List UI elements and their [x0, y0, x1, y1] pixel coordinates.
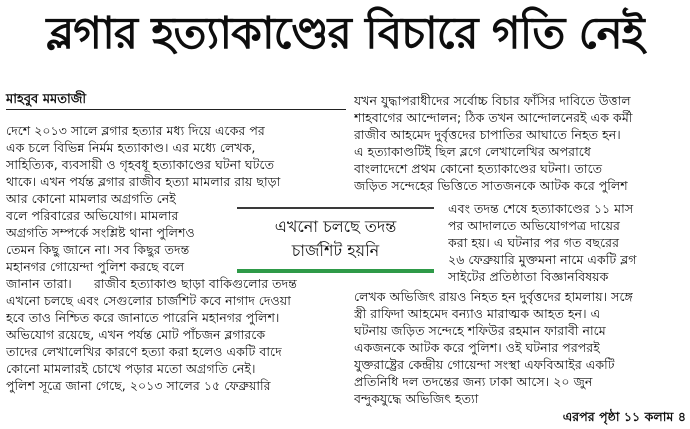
byline-rule: [6, 109, 346, 110]
body-line: মহানগর গোয়েন্দা পুলিশ করছে বলে: [6, 259, 185, 274]
body-line: যুক্তরাষ্ট্রের কেন্দ্রীয় গোয়েন্দা সংস্থা এফবিআইর একটি: [354, 357, 615, 372]
pull-quote-line: এখনো চলছে তদন্ত: [274, 217, 397, 236]
body-line: এক চলে বিভিন্ন নির্মম হত্যাকাণ্ড। এর মধ্যে লেখক,: [6, 140, 256, 155]
right-wrap-block: [448, 200, 686, 285]
body-line: দেশে ২০১৩ সালে ব্লগার হত্যার মধ্য দিয়ে একের পর: [6, 123, 265, 138]
right-tail-block: [354, 288, 686, 407]
body-line: রাজীব আহমেদ দুর্বৃত্তদের চাপাতির আঘাতে নিহত হন।: [354, 127, 621, 142]
body-line: থাকে। এখন পর্যন্ত ব্লগার রাজীব হত্যা মামলার রায় ছাড়া: [6, 174, 281, 189]
body-line: পর আদালতে অভিযোগপত্র দায়ের: [448, 218, 620, 233]
body-line: বলে পরিবারের অভিযোগ। মামলার: [6, 208, 179, 223]
body-line: ঘটনায় জড়িত সন্দেহে শফিউর রহমান ফারাবী নামে: [354, 323, 606, 338]
body-line: বন্দুকযুদ্ধে অভিজিৎ হত্যা: [354, 391, 479, 406]
body-line: যখন যুদ্ধাপরাধীদের সর্বোচ্চ বিচার ফাঁসির দাবিতে উত্তাল: [354, 93, 631, 108]
body-line: অভিযোগ রয়েছে, এখন পর্যন্ত মোট পাঁচজন ব্লগারকে: [6, 327, 266, 342]
body-line: ২৬ ফেব্রুয়ারি মুক্তমনা নামে একটি ব্লগ: [448, 252, 637, 267]
pull-quote-line: চার্জশিট হয়নি: [291, 241, 380, 260]
left-column: [6, 122, 346, 190]
body-line: শাহবাগের আন্দোলন; ঠিক তখন আন্দোলনেরই এক কর্মী: [354, 110, 633, 125]
body-line: প্রতিনিধি দল তদন্তের জন্য ঢাকা আসে। ২০ জুন: [354, 374, 593, 389]
body-line: হবে তাও নিশ্চিত করে জানাতে পারেনি মহানগর পুলিশ।: [6, 310, 280, 325]
body-line: সাহিত্যিক, ব্যবসায়ী ও গৃহবধূ হত্যাকাণ্ডের ঘটনা ঘটতে: [6, 157, 275, 172]
pull-quote-box: [237, 207, 434, 273]
body-line: স্ত্রী রাফিদা আহমেদ বন্যাও মারাত্মক আহত হন। এ: [354, 306, 601, 321]
body-line: অগ্রগতি সম্পর্কে সংশ্লিষ্ট থানা পুলিশও: [6, 225, 195, 240]
right-column: [354, 92, 686, 194]
left-tail-first: [94, 275, 346, 292]
body-line: জানান তারা।: [6, 276, 72, 291]
body-line: পুলিশ সূত্রে জানা গেছে, ২০১৩ সালের ১৫ ফেব্রুয়ারি: [6, 378, 271, 393]
body-line: বাংলাদেশে প্রথম কোনো হত্যাকাণ্ডের ঘটনা। তাতে: [354, 161, 603, 176]
body-line: লেখক অভিজিৎ রায়ও নিহত হন দুর্বৃত্তদের হামলায়। সঙ্গে: [354, 289, 633, 304]
body-line: একজনকে আটক করে পুলিশ। ওই ঘটনার পরপরই: [354, 340, 600, 355]
body-line: কোনো মামলারই চোখে পড়ার মতো অগ্রগতি নেই।: [6, 361, 256, 376]
body-line: আর কোনো মামলার অগ্রগতি নেই: [6, 191, 176, 206]
body-line: তেমন কিছু জানে না। সব কিছুর তদন্ত: [6, 242, 190, 257]
headline: ব্লগার হত্যাকাণ্ডের বিচারে গতি নেই: [46, 8, 644, 59]
byline: মাহবুব মমতাজী: [6, 92, 87, 107]
body-line: এ হত্যাকাণ্ডটিই ছিল ব্লগে লেখালেখির অপরাধে: [354, 144, 591, 159]
body-line: এবং তদন্ত শেষে হত্যাকাণ্ডের ১১ মাস: [448, 201, 634, 216]
continuation-note: এরপর পৃষ্ঠা ১১ কলাম ৪: [562, 409, 686, 424]
body-line: তাদের লেখালেখির কারণে হত্যা করা হলেও একটি বাদে: [6, 344, 282, 359]
body-line: সাইটের প্রতিষ্ঠাতা বিজ্ঞানবিষয়ক: [448, 269, 609, 284]
body-line: রাজীব হত্যাকাণ্ড ছাড়া বাকিগুলোর তদন্ত: [94, 276, 297, 291]
body-line: জড়িত সন্দেহের ভিত্তিতে সাতজনকে আটক করে পুলিশ: [354, 178, 628, 193]
body-line: করা হয়। এ ঘটনার পর গত বছরের: [448, 235, 620, 250]
body-line: এখনো চলছে এবং সেগুলোর চার্জশিট কবে নাগাদ দেওয়া: [6, 293, 291, 308]
left-tail-block: [6, 292, 346, 394]
